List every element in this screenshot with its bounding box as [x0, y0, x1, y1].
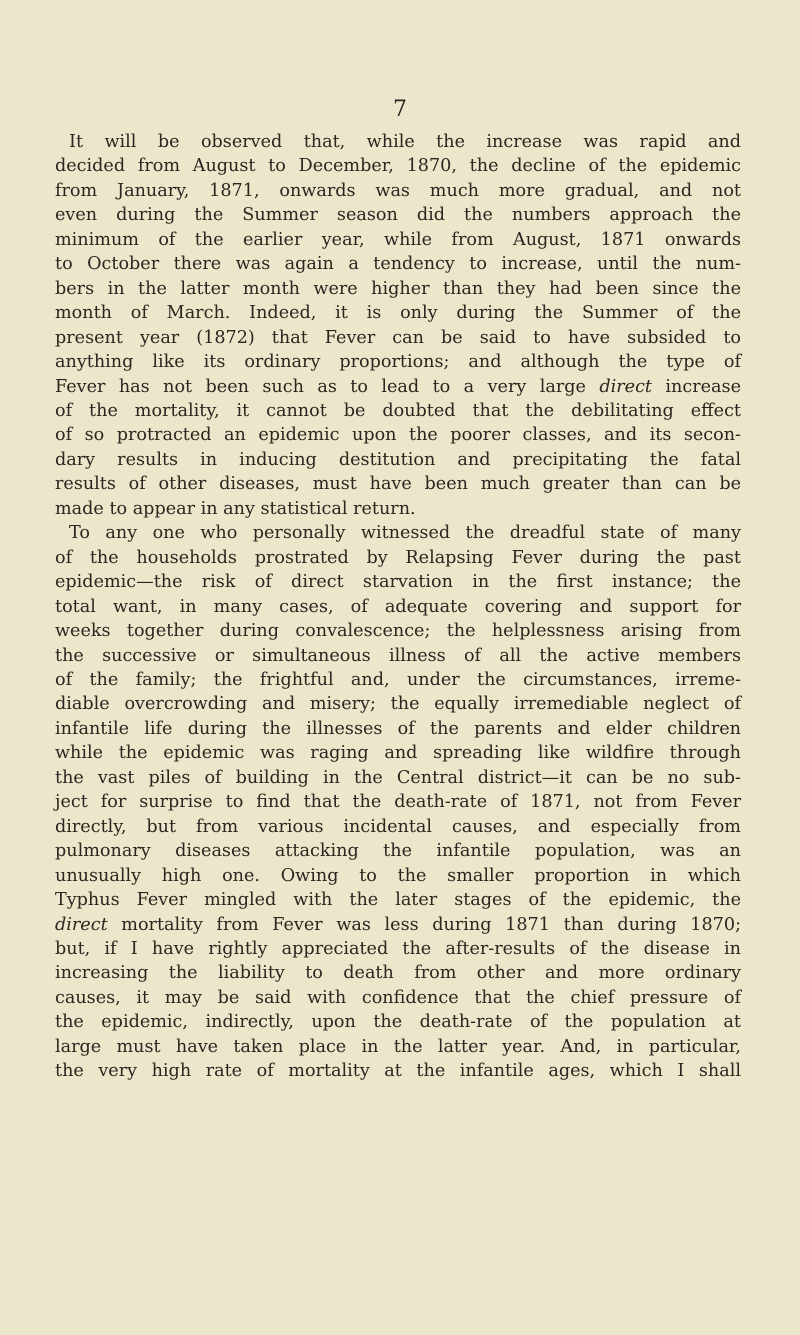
text-line: of the family; the frightful and, under the circumstances, irreme- [55, 669, 741, 690]
text-line: the very high rate of mortality at the infantile ages, which I shall [55, 1061, 741, 1082]
paragraph-1 [55, 130, 741, 521]
text-line: increasing the liability to death from other and more ordinary [55, 963, 741, 984]
body-text [55, 130, 741, 1084]
text-line: epidemic—the risk of direct starvation in the first instance; the [55, 572, 741, 593]
text-line: of the households prostrated by Relapsing Fever during the past [55, 547, 741, 568]
text-line: unusually high one. Owing to the smaller proportion in which [55, 865, 741, 886]
text-line: bers in the latter month were higher than they had been since the [55, 278, 741, 299]
text-line: results of other diseases, must have been much greater than can be [55, 474, 741, 495]
text-line: present year (1872) that Fever can be said to have subsided to [55, 327, 741, 348]
text-line: causes, it may be said with confidence that the chief pressure of [55, 987, 741, 1008]
text-line: direct mortality from Fever was less during 1871 than during 1870; [55, 914, 741, 935]
text-line: infantile life during the illnesses of the parents and elder children [55, 718, 741, 739]
text-line: the successive or simultaneous illness of all the active members [55, 645, 741, 666]
text-line: but, if I have rightly appreciated the after-results of the disease in [55, 938, 741, 959]
text-line: the vast piles of building in the Central district—it can be no sub- [55, 767, 741, 788]
text-line: total want, in many cases, of adequate covering and support for [55, 596, 741, 617]
text-line: To any one who personally witnessed the dreadful state of many [69, 523, 741, 544]
text-line: diable overcrowding and misery; the equally irremediable neglect of [55, 694, 741, 715]
text-line: the epidemic, indirectly, upon the death-rate of the population at [55, 1012, 741, 1033]
text-line: decided from August to December, 1870, the decline of the epidemic [55, 156, 741, 177]
text-line: from January, 1871, onwards was much more gradual, and not [55, 180, 741, 201]
text-line: large must have taken place in the latter year. And, in particular, [55, 1036, 741, 1057]
text-line: dary results in inducing destitution and precipitating the fatal [55, 449, 741, 470]
text-line: even during the Summer season did the numbers approach the [55, 205, 741, 226]
text-line: to October there was again a tendency to increase, until the num- [55, 254, 741, 275]
text-line: while the epidemic was raging and spreading like wildfire through [55, 743, 741, 764]
text-line: of the mortality, it cannot be doubted that the debilitating effect [55, 400, 741, 421]
page-number: 7 [393, 97, 407, 122]
text-line: month of March. Indeed, it is only during the Summer of the [55, 303, 741, 324]
text-line: ject for surprise to find that the death-rate of 1871, not from Fever [55, 792, 741, 813]
text-line: weeks together during convalescence; the helplessness arising from [55, 621, 741, 642]
text-line: Fever has not been such as to lead to a very large direct increase [55, 376, 741, 397]
text-line: pulmonary diseases attacking the infantile population, was an [55, 841, 741, 862]
text-line: It will be observed that, while the increase was rapid and [69, 132, 741, 152]
text-line: directly, but from various incidental causes, and especially from [55, 816, 741, 837]
text-line: anything like its ordinary proportions; and although the type of [55, 352, 741, 373]
text-line: minimum of the earlier year, while from August, 1871 onwards [55, 229, 741, 250]
text-line: of so protracted an epidemic upon the poorer classes, and its secon- [55, 425, 741, 446]
paragraph-2 [55, 521, 741, 1083]
text-line: Typhus Fever mingled with the later stages of the epidemic, the [55, 890, 741, 911]
text-line: made to appear in any statistical return. [55, 498, 416, 519]
